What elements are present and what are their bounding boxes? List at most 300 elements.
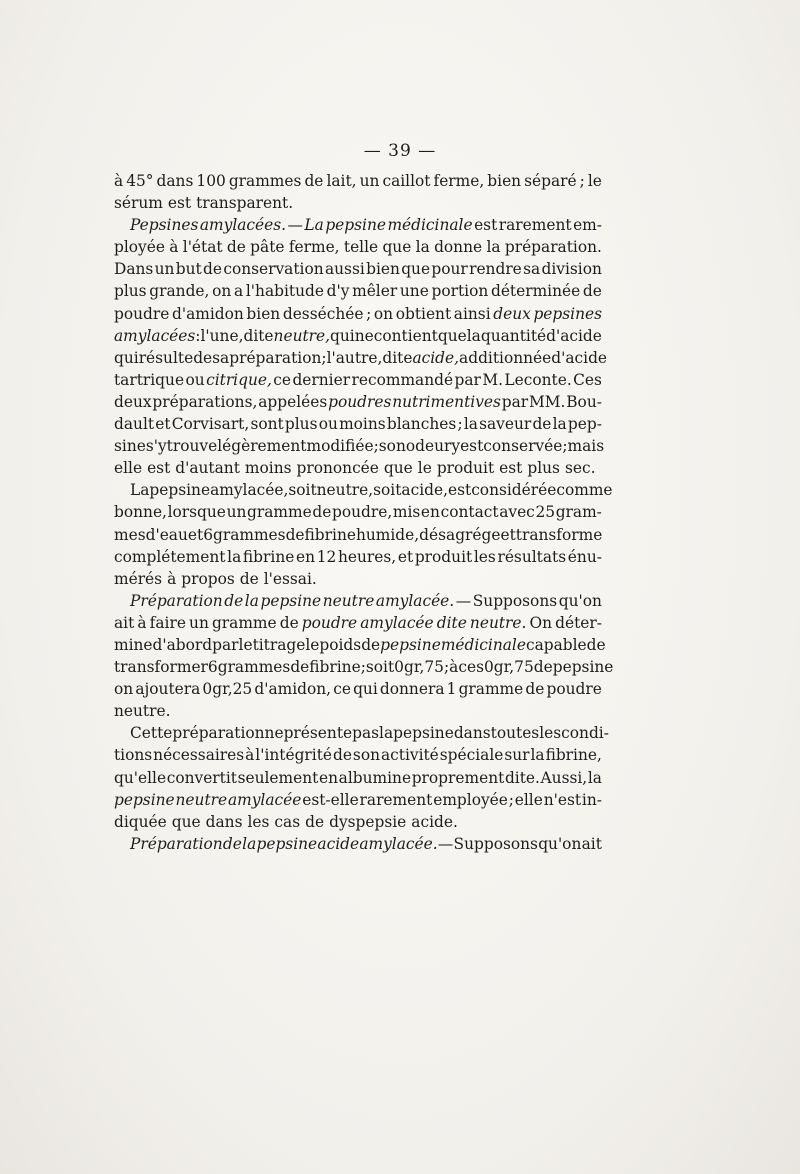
word: sec. [564,459,596,478]
word: préparation [229,348,322,367]
word: ferme, [433,172,485,190]
word: sa [523,260,541,279]
word: dite [243,326,274,345]
word: acide. [411,812,458,831]
text-line [114,789,602,811]
word: diquée [114,812,167,831]
word: résultats [497,547,567,566]
word: la [227,547,242,566]
word: qui [114,348,139,367]
word: dernier [292,370,351,389]
word: condi- [561,724,609,743]
word: l'intégrité [255,746,333,765]
text-line [114,767,602,789]
word: à [169,238,179,257]
word: l'une, [200,326,244,345]
word: titrage [252,635,306,654]
word: par [454,370,481,389]
word: d'amidon [171,304,244,323]
word: on [373,304,394,323]
word: l'essai. [263,569,317,588]
word: dault [114,415,155,434]
word: de [239,569,259,588]
word: moins [339,415,386,434]
word: sont [250,415,284,434]
word: pepsine [256,834,318,853]
word: grammes [217,658,291,677]
text-line [114,258,602,280]
word: gramme [458,680,524,699]
word: bonne, [114,503,167,522]
word: 6 [207,658,218,677]
word: que [437,326,467,345]
word: complétement [114,547,226,566]
word: poudre, [331,503,393,522]
word: son [378,437,406,456]
word: pour [431,260,468,279]
word: un [189,613,209,632]
word: fibrine, [545,746,602,765]
word: sur [504,746,530,765]
word: pas [352,724,380,743]
word: est [447,481,472,500]
word: la [242,834,257,853]
word: ces [458,658,484,677]
word: neutre. [114,702,171,721]
word: ; [443,658,450,677]
word: neutre, [316,481,374,500]
word: bien [487,172,522,190]
word: amylacée. [359,834,438,853]
word: légèrement [217,437,307,456]
word: fibrine [242,547,295,566]
word: transformer [114,658,208,677]
text-line [114,280,602,302]
text-line [114,457,602,479]
word: modifiée [306,437,374,456]
word: mérés [114,569,163,588]
word: amylacée [360,613,434,632]
word: heures, [337,547,397,566]
word: Préparation [130,591,223,610]
word: 45° [126,172,154,190]
word: donnera [379,680,445,699]
word: préparation [172,724,265,743]
word: rarement [498,216,572,235]
word: elle [114,459,143,478]
word: bien [246,304,281,323]
word: le [238,635,253,654]
word: plus [284,415,318,434]
word: contact [440,503,499,522]
text-line [114,413,602,435]
word: acide [317,834,360,853]
word: dite [382,348,413,367]
word: pepsine [393,724,454,743]
word: amylacée. [375,591,455,610]
word: dans [453,724,491,743]
text-line [114,170,602,192]
word: par [501,392,529,411]
word: Dans [114,260,154,279]
word: gram- [555,503,602,522]
word: conservée [483,437,563,456]
word: d'y [326,282,350,301]
word: dans [205,812,243,831]
word: mis [392,503,421,522]
word: de [222,834,242,853]
word: Pepsines [130,216,199,235]
word: est-elle [302,790,359,809]
word: une [399,282,429,301]
text-line [114,479,613,501]
word: la [587,768,602,787]
word: ce [273,370,292,389]
word: mine [114,635,153,654]
word: amylacées. [199,216,287,235]
word: de [285,525,305,544]
word: blanches [386,415,457,434]
word: d'acide [546,326,602,345]
word: saveur [479,415,532,434]
word: humide, [355,525,420,544]
word: soit [288,481,317,500]
word: Bou- [566,392,602,411]
word: cas [274,812,301,831]
word: rendre [469,260,522,279]
word: par [212,635,239,654]
word: neutre, [273,326,331,345]
text-line [114,811,602,833]
word: pâte [250,238,285,257]
word: : [195,326,201,345]
word: de [304,172,324,190]
word: — [287,216,303,235]
text-line [114,501,602,523]
text-line [114,568,602,590]
word: ait [114,613,135,632]
word: d'amidon, [254,680,332,699]
word: qui [353,680,378,699]
word: nécessaires [153,746,245,765]
word: portion [431,282,489,301]
word: nutrimentives [392,392,501,411]
word: d'acide [551,348,608,367]
word: déter- [555,613,602,632]
word: pepsine [114,790,175,809]
word: le [587,172,602,190]
text-line [114,700,602,722]
word: de [533,658,553,677]
word: ne [354,326,374,345]
word: que [171,812,201,831]
word: ajoutera [135,680,201,699]
word: produit [436,459,495,478]
text-line [114,435,605,457]
word: division [541,260,602,279]
word: toutes [490,724,540,743]
text-line [114,236,602,258]
word: considérée [471,481,557,500]
word: est [167,194,192,213]
word: la [552,415,567,434]
text-line [114,192,602,214]
word: deux [493,304,531,323]
word: contient [373,326,438,345]
word: de [193,348,213,367]
word: la [530,746,545,765]
body-text [114,170,614,855]
text-line [114,722,609,744]
word: ce [333,680,351,699]
word: dans [156,172,194,190]
word: est [474,216,498,235]
text-line [114,612,602,634]
word: de [290,658,310,677]
word: sine [114,437,146,456]
word: ainsi [453,304,491,323]
word: à [245,746,255,765]
word: déterminée [490,282,581,301]
word: aussi [324,260,365,279]
word: proprement [411,768,505,787]
word: présente [283,724,353,743]
word: à [114,172,124,190]
word: neutre. [469,613,527,632]
word: soit [373,481,402,500]
word: Corvisart, [171,415,250,434]
word: mais [567,437,605,456]
word: a [234,282,244,301]
word: 12 [316,547,337,566]
word: On [529,613,553,632]
word: est [460,437,484,456]
word: que [383,459,413,478]
word: ; [579,172,585,190]
word: albumine [338,768,412,787]
word: y [451,437,461,456]
word: quantité [480,326,547,345]
word: em- [573,216,602,235]
word: dite. [504,768,540,787]
word: M. [482,370,503,389]
word: de [305,812,325,831]
word: de [279,613,299,632]
word: neutre [175,790,228,809]
word: pepsine [552,658,614,677]
word: à [137,613,147,632]
word: que [382,238,412,257]
word: appelées [258,392,328,411]
text-line [114,524,602,546]
word: 0gr,75 [394,658,444,677]
word: Supposons [472,591,558,610]
word: grammes [212,525,286,544]
word: produit [414,547,473,566]
word: but [175,260,202,279]
word: recommandé [351,370,454,389]
word: odeur [405,437,452,456]
word: amylacée, [210,481,289,500]
word: sérum [114,194,163,213]
word: n'est [543,790,582,809]
word: convertit [166,768,237,787]
word: un [359,172,380,190]
word: d'abord [152,635,213,654]
word: fibrine [304,525,356,544]
text-line [114,347,608,369]
word: d'autant [175,459,240,478]
word: à [449,658,459,677]
word: la [244,591,259,610]
word: son [352,746,380,765]
word: acide, [412,348,460,367]
word: tartrique [114,370,185,389]
word: dyspepsie [329,812,407,831]
word: elle [514,790,543,809]
text-line [114,325,602,347]
word: énu- [567,547,602,566]
word: 25 [535,503,556,522]
text-line [114,391,602,413]
word: de [226,238,246,257]
text-line [114,546,602,568]
word: l'autre, [326,348,383,367]
word: desséchée [282,304,364,323]
word: 1 [446,680,457,699]
word: lait, [326,172,357,190]
word: tions [114,746,153,765]
word: propos [181,569,235,588]
word: Leconte. [504,370,572,389]
word: pepsines [533,304,602,323]
word: 6 [203,525,213,544]
word: comme [556,481,613,500]
word: le [305,635,320,654]
word: dite [436,613,467,632]
word: de [332,746,352,765]
word: l'état [182,238,223,257]
word: Aussi, [540,768,588,787]
word: désagrége [419,525,501,544]
word: telle [343,238,379,257]
word: en [420,503,440,522]
word: activité [380,746,439,765]
word: ; [457,415,463,434]
word: ; [373,437,379,456]
word: ne [264,724,284,743]
word: qu'on [538,834,582,853]
word: sa [212,348,230,367]
word: ou [185,370,205,389]
word: poids [319,635,362,654]
word: la [486,238,501,257]
word: un [154,260,175,279]
word: de [525,680,545,699]
word: faire [149,613,186,632]
word: obtient [395,304,452,323]
word: citrique, [206,370,272,389]
word: on [212,282,232,301]
word: 0gr,75 [483,658,534,677]
word: pepsine [149,481,211,500]
word: s'y [145,437,167,456]
word: de [582,282,602,301]
word: séparé [524,172,577,190]
word: bien [366,260,400,279]
word: un [226,503,247,522]
word: on [114,680,134,699]
word: qui [330,326,355,345]
word: ployée [114,238,165,257]
word: est [499,459,523,478]
word: gramme [247,503,312,522]
word: qu'on [558,591,602,610]
word: poudre [546,680,602,699]
word: donne [434,238,483,257]
word: prononcée [296,459,379,478]
word: ; [321,348,327,367]
text-line [114,833,602,855]
word: de [586,635,606,654]
word: Ces [573,370,602,389]
word: et [500,525,516,544]
word: ou [318,415,338,434]
word: neutre [322,591,375,610]
word: de [361,635,381,654]
word: les [539,724,562,743]
word: grammes [228,172,302,190]
word: moins [244,459,292,478]
word: de [312,503,332,522]
word: ; [366,304,372,323]
word: de [224,591,244,610]
word: 100 [196,172,226,190]
word: — [437,834,454,853]
word: la [466,326,481,345]
word: et [397,547,414,566]
word: ; [562,437,568,456]
page-number: — 39 — [363,141,437,161]
word: in- [581,790,602,809]
word: la [379,724,394,743]
word: trouve [166,437,218,456]
word: Cette [130,724,173,743]
word: pep- [567,415,602,434]
word: Supposons [453,834,538,853]
word: en [318,768,339,787]
word: ait [581,834,602,853]
word: transforme [515,525,603,544]
word: les [473,547,496,566]
word: acide, [401,481,448,500]
word: médicinale [440,635,526,654]
word: pepsine [380,635,441,654]
word: les [247,812,270,831]
word: amylacées [114,326,196,345]
word: lorsque [167,503,226,522]
word: La [130,481,150,500]
word: et [187,525,204,544]
word: pepsine [325,216,386,235]
text-line [114,744,602,766]
word: MM. [528,392,566,411]
text-line [114,678,602,700]
word: amylacée [227,790,302,809]
word: mêler [352,282,398,301]
word: mes [114,525,146,544]
word: La [304,216,324,235]
